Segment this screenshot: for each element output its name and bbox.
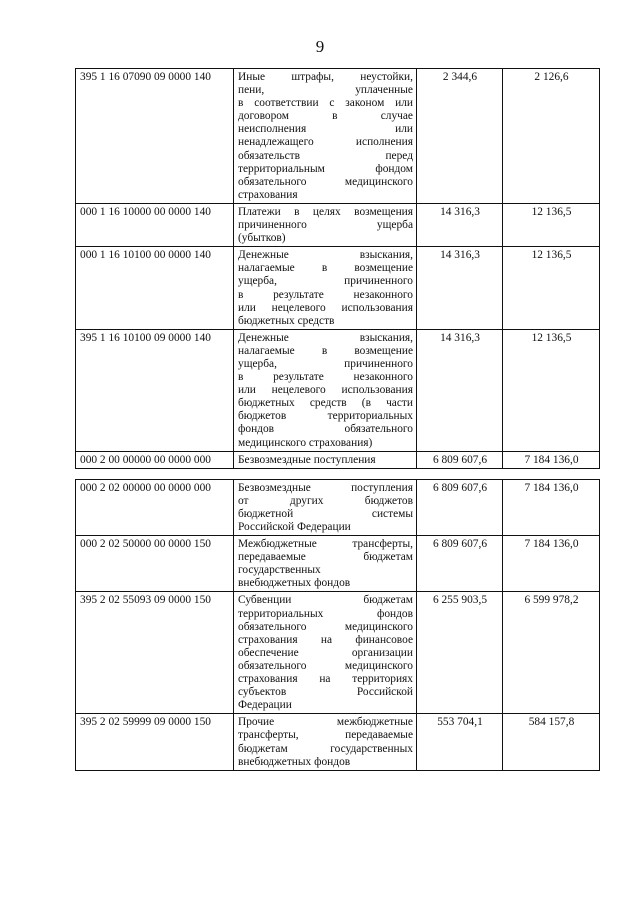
description-line: Безвозмездные поступления: [238, 481, 413, 494]
description-line: государственных: [238, 564, 321, 577]
description-line: обязательного медицинского: [238, 659, 413, 672]
table-gap: [76, 468, 600, 479]
budget-code: 000 2 00 00000 00 0000 000: [76, 451, 234, 468]
amount-second-year: 2 126,6: [503, 69, 600, 204]
description-line: или нецелевого использования: [238, 384, 413, 397]
budget-code: 000 1 16 10100 00 0000 140: [76, 247, 234, 330]
description-line: обязательного медицинского: [238, 175, 413, 188]
table-row: [76, 247, 600, 330]
description-line: медицинского страхования): [238, 436, 373, 449]
description-line: субъектов Российской: [238, 686, 413, 699]
description-line: территориальным фондом: [238, 162, 413, 175]
description-line: страхования на территориях: [238, 673, 413, 686]
description-line: ущерба, причиненного: [238, 275, 413, 288]
description-line: Субвенции бюджетам: [238, 594, 413, 607]
description-line: Прочие межбюджетные: [238, 716, 413, 729]
amount-first-year: 6 809 607,6: [417, 479, 503, 535]
amount-second-year: 12 136,5: [503, 247, 600, 330]
description-line: налагаемые в возмещение: [238, 344, 413, 357]
amount-second-year: 7 184 136,0: [503, 479, 600, 535]
table-row: [76, 69, 600, 204]
description-line: ненадлежащего исполнения: [238, 136, 413, 149]
description-line: ущерба, причиненного: [238, 357, 413, 370]
description-line: трансферты, передаваемые: [238, 729, 413, 742]
revenue-description: [234, 714, 417, 770]
description-line: внебюджетных фондов: [238, 755, 351, 768]
amount-first-year: 14 316,3: [417, 203, 503, 246]
amount-second-year: 584 157,8: [503, 714, 600, 770]
description-line: обязательств перед: [238, 149, 413, 162]
budget-code: 395 1 16 10100 09 0000 140: [76, 329, 234, 451]
budget-code: 395 1 16 07090 09 0000 140: [76, 69, 234, 204]
budget-code: 000 2 02 50000 00 0000 150: [76, 536, 234, 592]
table-row: [76, 714, 600, 770]
description-line: или нецелевого использования: [238, 301, 413, 314]
amount-first-year: 14 316,3: [417, 329, 503, 451]
description-line: (убытков): [238, 232, 286, 245]
budget-code: 000 2 02 00000 00 0000 000: [76, 479, 234, 535]
description-line: неисполнения или: [238, 123, 413, 136]
revenue-description: [234, 69, 417, 204]
amount-first-year: 14 316,3: [417, 247, 503, 330]
table-row: [76, 451, 600, 468]
table-body: [76, 69, 600, 771]
table-row: [76, 203, 600, 246]
revenue-description: [234, 479, 417, 535]
amount-second-year: 6 599 978,2: [503, 592, 600, 714]
description-line: бюджетных средств (в части: [238, 397, 413, 410]
revenue-description: [234, 329, 417, 451]
description-line: в результате незаконного: [238, 288, 413, 301]
description-line: в результате незаконного: [238, 371, 413, 384]
description-line: внебюджетных фондов: [238, 577, 351, 590]
table-row: [76, 479, 600, 535]
description-line: обеспечение организации: [238, 646, 413, 659]
amount-first-year: 553 704,1: [417, 714, 503, 770]
amount-first-year: 6 255 903,5: [417, 592, 503, 714]
description-line: передаваемые бюджетам: [238, 551, 413, 564]
amount-second-year: 7 184 136,0: [503, 451, 600, 468]
budget-code: 395 2 02 55093 09 0000 150: [76, 592, 234, 714]
description-line: бюджетных средств: [238, 314, 335, 327]
amount-second-year: 12 136,5: [503, 329, 600, 451]
amount-first-year: 2 344,6: [417, 69, 503, 204]
description-line: Федерации: [238, 699, 292, 712]
description-line: бюджетов территориальных: [238, 410, 413, 423]
description-line: от других бюджетов: [238, 494, 413, 507]
description-line: налагаемые в возмещение: [238, 262, 413, 275]
table-row: [76, 592, 600, 714]
description-line: в соответствии с законом или: [238, 97, 413, 110]
table-row: [76, 329, 600, 451]
description-line: обязательного медицинского: [238, 620, 413, 633]
description-line: бюджетной системы: [238, 507, 413, 520]
description-line: Российской Федерации: [238, 521, 351, 533]
amount-first-year: 6 809 607,6: [417, 451, 503, 468]
revenue-description: [234, 592, 417, 714]
description-line: бюджетам государственных: [238, 742, 413, 755]
description-line: страхования: [238, 188, 298, 201]
description-line: Безвозмездные поступления: [238, 453, 376, 466]
description-line: причиненного ущерба: [238, 219, 413, 232]
description-line: фондов обязательного: [238, 423, 413, 436]
revenue-description: [234, 203, 417, 246]
description-line: Денежные взыскания,: [238, 331, 413, 344]
budget-code: 000 1 16 10000 00 0000 140: [76, 203, 234, 246]
amount-second-year: 7 184 136,0: [503, 536, 600, 592]
description-line: договором в случае: [238, 110, 413, 123]
amount-second-year: 12 136,5: [503, 203, 600, 246]
amount-first-year: 6 809 607,6: [417, 536, 503, 592]
revenue-description: [234, 536, 417, 592]
page-number: 9: [315, 37, 325, 56]
budget-revenue-table: [75, 68, 600, 771]
description-line: территориальных фондов: [238, 607, 413, 620]
budget-code: 395 2 02 59999 09 0000 150: [76, 714, 234, 770]
revenue-description: [234, 247, 417, 330]
description-line: пени, уплаченные: [238, 84, 413, 97]
description-line: Платежи в целях возмещения: [238, 205, 413, 218]
description-line: Иные штрафы, неустойки,: [238, 71, 413, 83]
revenue-description: [234, 451, 417, 468]
description-line: Денежные взыскания,: [238, 249, 413, 262]
table-row: [76, 536, 600, 592]
description-line: страхования на финансовое: [238, 633, 413, 646]
description-line: Межбюджетные трансферты,: [238, 538, 413, 551]
